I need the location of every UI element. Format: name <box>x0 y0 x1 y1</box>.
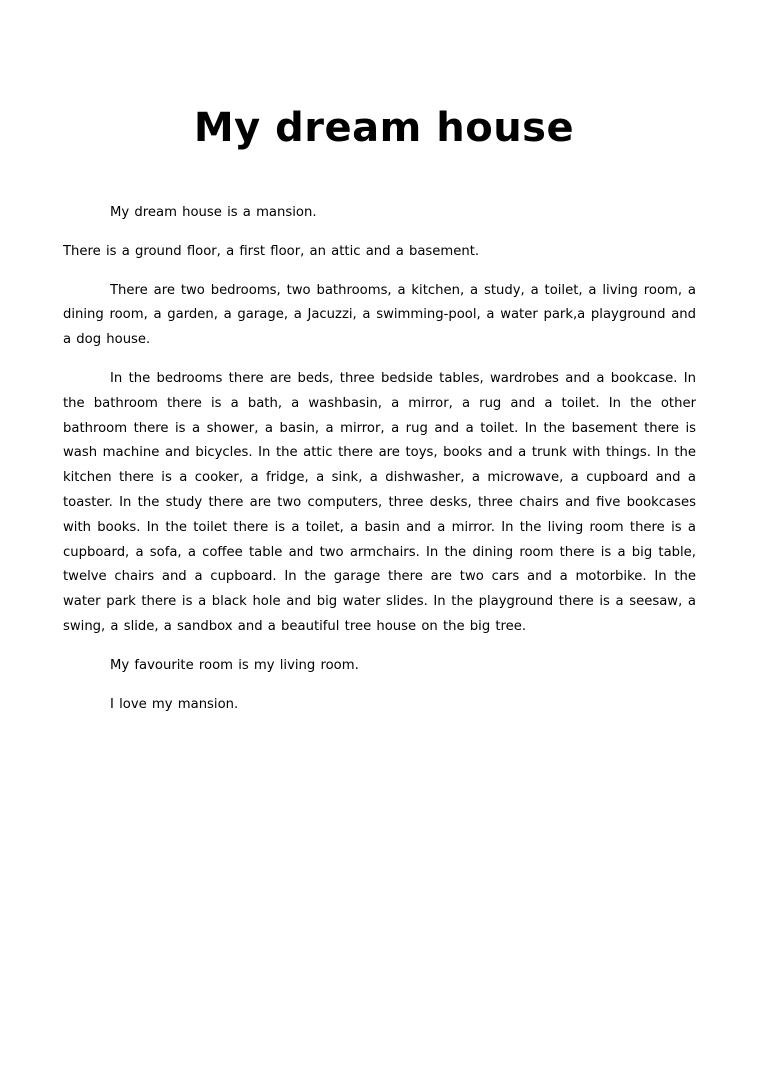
paragraph-furniture: In the bedrooms there are beds, three bedside tables, wardrobes and a bookcase. In the bathroom there is a bath, a washbasin, a mirror, a rug and a toilet. In the other bathroom there is a shower, a basin, a mirror, a rug and a toilet. In the basement there is wash machine and bicycles. In the attic there are toys, books and a trunk with things. In the kitchen there is a cooker, a fridge, a sink, a dishwasher, a microwave, a cupboard and a toaster. In the study there are two computers, three desks, three chairs and five bookcases with books. In the toilet there is a toilet, a basin and a mirror. In the living room there is a cupboard, a sofa, a coffee table and two armchairs. In the dining room there is a big table, twelve chairs and a cupboard. In the garage there are two cars and a motorbike. In the water park there is a black hole and big water slides. In the playground there is a seesaw, a swing, a slide, a sandbox and a beautiful tree house on the big tree. <box>63 370 696 634</box>
page-title: My dream house <box>193 105 575 151</box>
document-body <box>63 201 696 731</box>
paragraph-rooms: There are two bedrooms, two bathrooms, a kitchen, a study, a toilet, a living room, a dining room, a garden, a garage, a Jacuzzi, a swimming-pool, a water park,a playground and a dog house. <box>63 282 696 348</box>
paragraph-closing: I love my mansion. <box>110 696 239 712</box>
paragraph-favourite-room: My favourite room is my living room. <box>110 657 359 673</box>
paragraph-intro: My dream house is a mansion. <box>110 205 317 220</box>
paragraph-floors: There is a ground floor, a first floor, an attic and a basement. <box>63 243 480 259</box>
